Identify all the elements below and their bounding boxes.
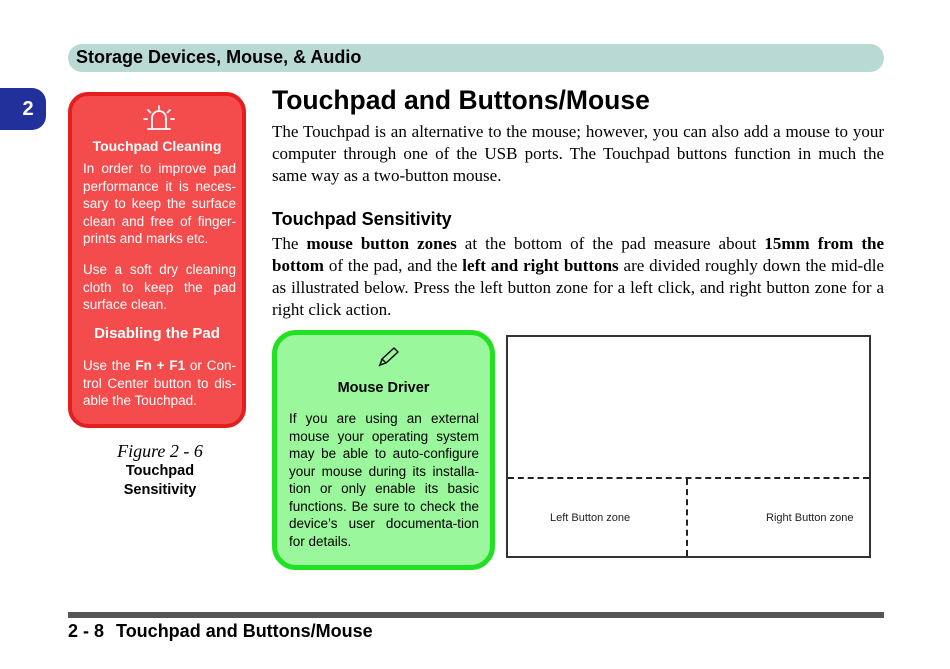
chapter-number: 2 [22, 97, 34, 120]
mouse-driver-note [272, 330, 495, 570]
chapter-tab[interactable] [0, 88, 46, 130]
touchpad-cleaning-text: In order to improve pad performance it is neces-sary to keep the surface clean and free of finger-prints and marks etc. [83, 161, 236, 246]
sensitivity-heading: Touchpad Sensitivity [272, 209, 452, 229]
disabling-pad-text: Use the Fn + F1 or Con-trol Center button to dis-able the Touchpad. [83, 358, 236, 408]
mouse-driver-text: If you are using an external mouse your operating system may be able to auto-configure your mouse during its installa-tion or only enable its basic functions. Be sure to check the device’s user documenta-tion for details. [289, 411, 479, 549]
cleaning-cloth-text: Use a soft dry cleaning cloth to keep the pad surface clean. [83, 262, 236, 312]
left-button-zone-label: Left Button zone [550, 512, 631, 524]
button-zone-divider [508, 477, 869, 479]
pencil-icon [375, 345, 401, 369]
page-number: 2 - 8 [68, 621, 105, 641]
touchpad-diagram [506, 335, 871, 558]
touchpad-cleaning-note [68, 92, 246, 428]
intro-paragraph: The Touchpad is an alternative to the mouse; however, you can also add a mouse to your computer through one of the USB ports. The Touchpad buttons function in much the same way as a two-button mouse. [272, 122, 884, 185]
figure-title: Touchpad Sensitivity [123, 463, 197, 498]
sensitivity-paragraph: The mouse button zones at the bottom of the pad measure about 15mm from the bottom of the pad, and the left and right buttons are divided roughly down the mid-dle as illustrated below. Press the left button zone for a left click, and right button zone for a right click action. [272, 234, 885, 319]
warning-light-icon [142, 104, 176, 134]
disabling-pad-heading: Disabling the Pad [94, 325, 220, 342]
page-footer [68, 619, 373, 643]
left-right-divider [686, 479, 688, 556]
footer-rule [68, 612, 884, 618]
right-button-zone-label: Right Button zone [766, 512, 854, 524]
figure-caption [90, 440, 230, 500]
section-header-title: Storage Devices, Mouse, & Audio [76, 47, 362, 67]
mouse-driver-heading: Mouse Driver [337, 380, 430, 396]
page-title: Touchpad and Buttons/Mouse [272, 85, 650, 115]
touchpad-cleaning-heading: Touchpad Cleaning [92, 138, 222, 154]
figure-number: Figure 2 - 6 [117, 441, 203, 461]
footer-title: Touchpad and Buttons/Mouse [116, 621, 373, 641]
